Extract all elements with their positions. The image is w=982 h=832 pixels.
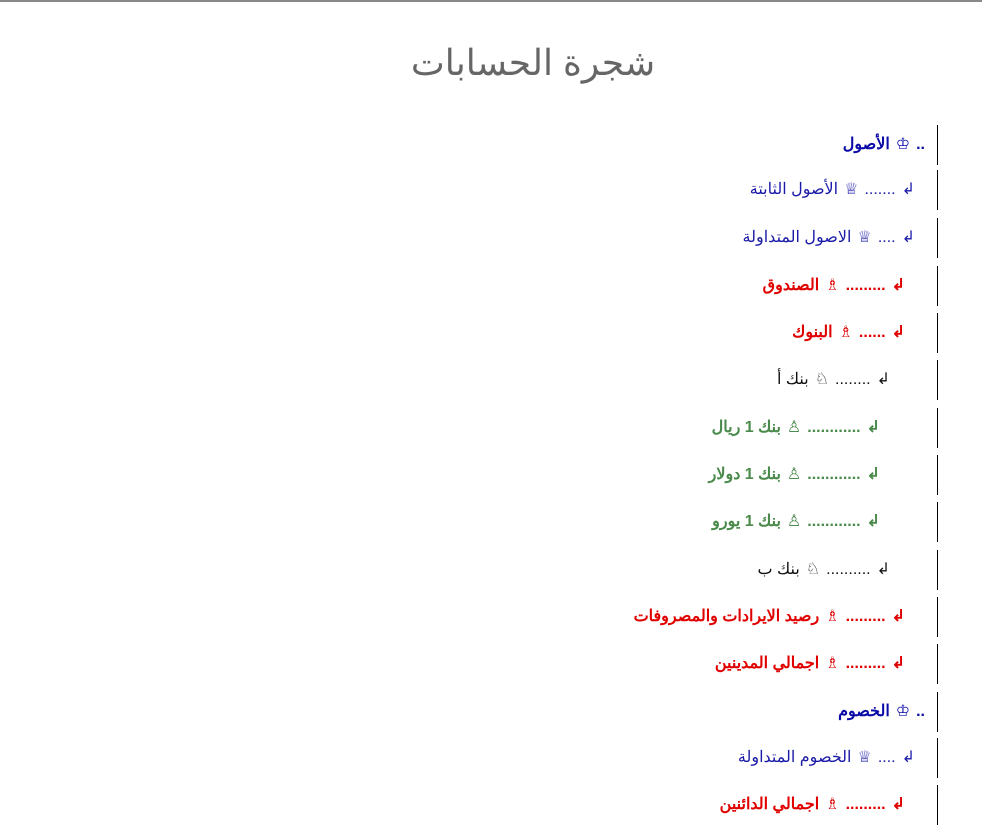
indent-dots: ......... — [845, 608, 886, 625]
tree-item-content — [837, 134, 925, 154]
branch-arrow-icon: ↲ — [866, 513, 880, 530]
knight-icon: ♘ — [814, 371, 830, 388]
tree-guide-line — [937, 644, 938, 684]
tree-guide-line — [937, 408, 938, 448]
king-icon: ♔ — [895, 136, 911, 153]
queen-icon: ♕ — [857, 749, 872, 766]
indent-dots: ....... — [864, 181, 896, 198]
tree-item[interactable] — [0, 644, 937, 684]
tree-item-content — [706, 417, 880, 437]
tree-item[interactable] — [0, 360, 937, 400]
tree-item-content — [737, 227, 915, 247]
tree-guide-line — [937, 313, 938, 353]
tree-guide-line — [937, 455, 938, 495]
tree-item-content — [744, 179, 915, 199]
tree-guide-line — [937, 170, 938, 210]
tree-guide-line — [937, 502, 938, 542]
bishop-icon: ♗ — [825, 277, 840, 294]
tree-item-content — [786, 322, 905, 342]
knight-icon: ♘ — [805, 561, 821, 578]
tree-item[interactable] — [0, 502, 937, 542]
pawn-icon: ♙ — [786, 466, 802, 483]
tree-guide-line — [937, 360, 938, 400]
tree-item[interactable] — [0, 597, 937, 637]
indent-dots: ........ — [835, 371, 871, 388]
branch-arrow-icon: ↲ — [891, 796, 905, 813]
indent-dots: ......... — [845, 277, 886, 294]
account-label: اجمالي الدائنين — [719, 796, 820, 813]
queen-icon: ♕ — [844, 181, 859, 198]
tree-item[interactable] — [0, 170, 937, 210]
indent-dots: ............ — [807, 513, 861, 530]
tree-guide-line — [937, 597, 938, 637]
account-label: بنك ب — [757, 561, 800, 578]
bishop-icon: ♗ — [838, 324, 853, 341]
account-label: بنك أ — [777, 371, 809, 388]
tree-guide-line — [937, 266, 938, 306]
branch-arrow-icon: ↲ — [891, 655, 905, 672]
queen-icon: ♕ — [857, 229, 872, 246]
account-label: الخصوم المتداولة — [737, 749, 852, 766]
bishop-icon: ♗ — [825, 655, 840, 672]
tree-guide-line — [937, 550, 938, 590]
tree-item-content — [703, 464, 880, 484]
tree-item-content — [732, 747, 915, 767]
indent-dots: ...... — [858, 324, 886, 341]
account-label: بنك 1 يورو — [712, 513, 781, 530]
tree-item[interactable] — [0, 266, 937, 306]
account-label: بنك 1 دولار — [708, 466, 781, 483]
account-label: الصندوق — [762, 277, 820, 294]
tree-guide-line — [937, 692, 938, 732]
account-label: الأصول الثابتة — [749, 181, 839, 198]
tree-item[interactable] — [0, 313, 937, 353]
account-label: الاصول المتداولة — [742, 229, 852, 246]
indent-dots: .......... — [826, 561, 871, 578]
branch-arrow-icon: ↲ — [876, 371, 890, 388]
branch-arrow-icon: ↲ — [891, 608, 905, 625]
branch-arrow-icon: ↲ — [891, 277, 905, 294]
tree-item[interactable] — [0, 125, 937, 165]
tree-item[interactable] — [0, 738, 937, 778]
branch-arrow-icon: ↲ — [901, 229, 915, 246]
tree-item[interactable] — [0, 218, 937, 258]
tree-item-content — [752, 559, 890, 579]
tree-item-content — [757, 275, 905, 295]
tree-item[interactable] — [0, 550, 937, 590]
page-title: شجرة الحسابات — [410, 42, 656, 83]
tree-guide-line — [937, 785, 938, 825]
indent-dots: .... — [877, 749, 896, 766]
tree-guide-line — [937, 218, 938, 258]
tree-item-content — [714, 794, 905, 814]
indent-dots: .... — [877, 229, 896, 246]
tree-item-content — [628, 606, 905, 626]
pawn-icon: ♙ — [786, 419, 802, 436]
king-icon: ♔ — [895, 703, 911, 720]
tree-guide-line — [937, 738, 938, 778]
tree-item-content — [709, 653, 905, 673]
indent-dots: ............ — [807, 419, 861, 436]
indent-dots: .. — [916, 136, 925, 153]
account-label: رصيد الايرادات والمصروفات — [633, 608, 820, 625]
branch-arrow-icon: ↲ — [866, 466, 880, 483]
top-border — [0, 0, 982, 2]
indent-dots: ............ — [807, 466, 861, 483]
indent-dots: ......... — [845, 655, 886, 672]
account-label: اجمالي المدينين — [714, 655, 820, 672]
tree-item-content — [832, 701, 925, 721]
branch-arrow-icon: ↲ — [866, 419, 880, 436]
branch-arrow-icon: ↲ — [891, 324, 905, 341]
tree-item-content — [706, 511, 880, 531]
tree-item[interactable] — [0, 692, 937, 732]
account-label: بنك 1 ريال — [711, 419, 781, 436]
bishop-icon: ♗ — [825, 796, 840, 813]
tree-item[interactable] — [0, 455, 937, 495]
tree-item[interactable] — [0, 785, 937, 825]
branch-arrow-icon: ↲ — [901, 749, 915, 766]
branch-arrow-icon: ↲ — [876, 561, 890, 578]
bishop-icon: ♗ — [825, 608, 840, 625]
indent-dots: ......... — [845, 796, 886, 813]
tree-guide-line — [937, 125, 938, 165]
account-label: الأصول — [842, 136, 890, 153]
tree-item-content — [771, 369, 890, 389]
indent-dots: .. — [916, 703, 925, 720]
tree-item[interactable] — [0, 408, 937, 448]
account-label: الخصوم — [838, 703, 890, 720]
account-label: البنوك — [792, 324, 833, 341]
branch-arrow-icon: ↲ — [901, 181, 915, 198]
pawn-icon: ♙ — [786, 513, 802, 530]
